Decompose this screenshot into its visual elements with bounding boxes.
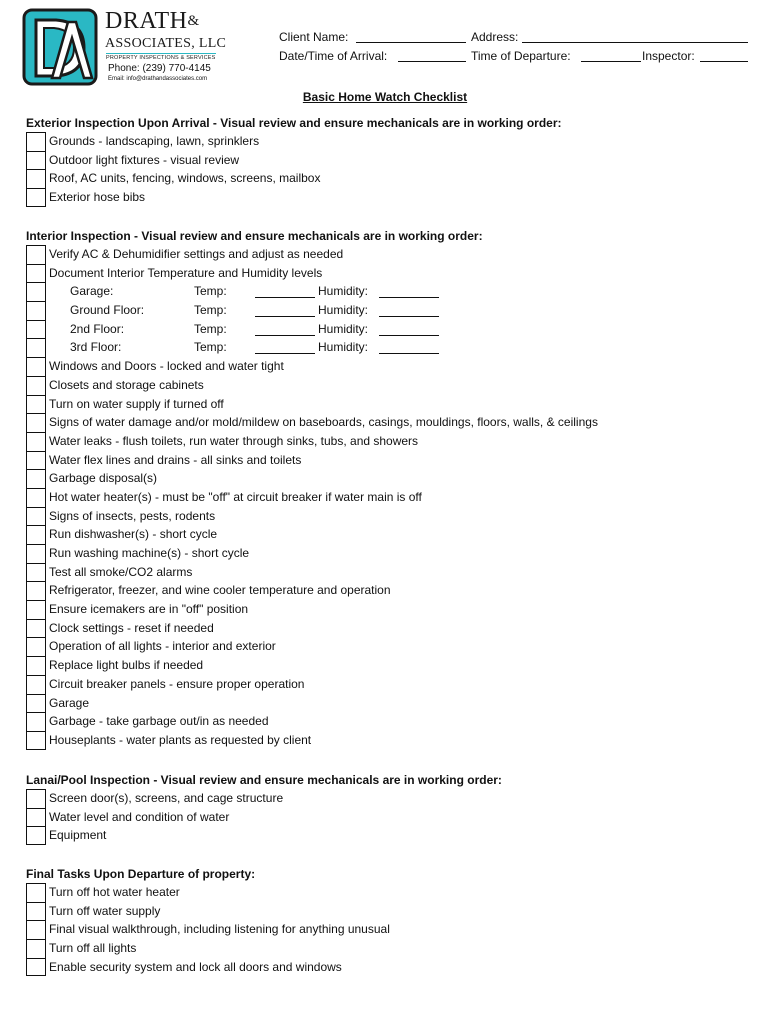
checkbox[interactable] [26,151,46,170]
checkbox[interactable] [26,544,46,563]
checklist-item-label: Ensure icemakers are in "off" position [49,602,249,617]
interior-checklist [26,245,756,750]
checklist-item [26,712,756,731]
checklist-item-label: Grounds - landscaping, lawn, sprinklers [49,134,260,148]
client-name-field[interactable] [356,42,466,43]
checkbox[interactable] [26,694,46,713]
checklist-item [26,958,756,977]
checkbox[interactable] [26,169,46,188]
temp-label: Temp: [194,303,227,318]
floor-name: 3rd Floor: [70,340,122,355]
checkbox[interactable] [26,507,46,526]
checklist-item [26,169,756,188]
checklist-item-label: Water flex lines and drains - all sinks and toilets [49,452,302,467]
checkbox[interactable] [26,488,46,507]
inspector-label: Inspector: [642,49,695,63]
checklist-item-label: Refrigerator, freezer, and wine cooler temperature and operation [49,583,391,598]
floor-reading-row [26,338,756,357]
checklist-item [26,637,756,656]
checkbox[interactable] [26,282,46,301]
checklist-item-label: Replace light bulbs if needed [49,658,204,673]
humidity-label: Humidity: [318,340,369,355]
checklist-item [26,656,756,675]
checklist-item [26,451,756,470]
exterior-section [26,114,756,207]
logo-tagline: PROPERTY INSPECTIONS & SERVICES [106,55,216,61]
final-section [26,865,756,976]
checklist-item [26,563,756,582]
temp-label: Temp: [194,340,227,355]
checkbox[interactable] [26,581,46,600]
checklist-item-label: Turn on water supply if turned off [49,396,224,411]
checkbox[interactable] [26,413,46,432]
checklist-item-label: Water level and condition of water [49,809,230,824]
checklist-item-label: Turn off water supply [49,903,161,918]
checkbox[interactable] [26,469,46,488]
checklist-item-label: Equipment [49,828,107,843]
checklist-item [26,675,756,694]
interior-section [26,227,756,750]
checkbox[interactable] [26,902,46,921]
checklist-item-label: Water leaks - flush toilets, run water through sinks, tubs, and showers [49,433,419,448]
inspector-field[interactable] [700,61,748,62]
checklist-item [26,902,756,921]
checklist-item-label: Enable security system and lock all doors and windows [49,959,342,974]
arrival-field[interactable] [398,61,466,62]
lanai-heading: Lanai/Pool Inspection - Visual review and ensure mechanicals are in working order: [26,773,502,787]
exterior-heading: Exterior Inspection Upon Arrival - Visual review and ensure mechanicals are in working order: [26,116,562,130]
humidity-field[interactable] [379,316,439,317]
checklist-item [26,789,756,808]
logo-subtitle: ASSOCIATES, LLC [105,36,227,51]
temp-field[interactable] [255,335,315,336]
checkbox[interactable] [26,808,46,827]
checklist-item-label: Garbage disposal(s) [49,471,158,486]
checklist-item-label: Turn off hot water heater [49,885,180,899]
floor-reading-row [26,301,756,320]
checkbox[interactable] [26,395,46,414]
checklist-item [26,883,756,902]
checklist-item [26,694,756,713]
checklist-item-label: Screen door(s), screens, and cage structure [49,791,284,805]
checkbox[interactable] [26,826,46,845]
checklist-item [26,469,756,488]
floor-name: Garage: [70,284,114,299]
checkbox[interactable] [26,376,46,395]
address-label: Address: [471,30,519,44]
checklist-item [26,357,756,376]
checklist-item [26,188,756,207]
checklist-item [26,264,756,283]
address-field[interactable] [522,42,748,43]
checklist-item-label: Closets and storage cabinets [49,377,204,392]
checklist-item-label: Houseplants - water plants as requested by client [49,732,312,747]
logo-phone: Phone: (239) 770-4145 [108,63,211,74]
final-checklist [26,883,756,976]
checkbox[interactable] [26,712,46,731]
checklist-item-label: Final visual walkthrough, including listening for anything unusual [49,922,390,937]
departure-label: Time of Departure: [471,49,571,63]
checklist-item-label: Signs of insects, pests, rodents [49,508,216,523]
checklist-item [26,432,756,451]
checklist-item-label: Exterior hose bibs [49,190,146,205]
interior-heading: Interior Inspection - Visual review and ensure mechanicals are in working order: [26,229,483,243]
checkbox[interactable] [26,338,46,357]
checklist-item-label: Run dishwasher(s) - short cycle [49,527,218,542]
checkbox[interactable] [26,675,46,694]
checklist-item-label: Outdoor light fixtures - visual review [49,152,240,167]
departure-field[interactable] [581,61,641,62]
checklist-item [26,132,756,151]
checklist-item-label: Test all smoke/CO2 alarms [49,564,193,579]
checkbox[interactable] [26,600,46,619]
checkbox[interactable] [26,958,46,977]
checklist-item-label: Clock settings - reset if needed [49,620,214,635]
humidity-label: Humidity: [318,303,369,318]
checkbox[interactable] [26,245,46,264]
checkbox[interactable] [26,563,46,582]
lanai-section [26,771,756,845]
checklist-item-label: Run washing machine(s) - short cycle [49,546,250,560]
floor-reading-row [26,282,756,301]
temp-label: Temp: [194,284,227,299]
checklist-item [26,619,756,638]
lanai-checklist [26,789,756,845]
floor-name: 2nd Floor: [70,321,125,336]
checklist-item [26,525,756,544]
checklist-item-label: Garage [49,695,90,710]
humidity-label: Humidity: [318,284,369,299]
humidity-field[interactable] [379,335,439,336]
checklist-item [26,376,756,395]
client-name-label: Client Name: [279,30,349,44]
checklist-item-label: Signs of water damage and/or mold/mildew on baseboards, casings, mouldings, floors, walls, & ceilings [49,415,598,430]
checkbox[interactable] [26,637,46,656]
checkbox[interactable] [26,789,46,808]
checklist-item [26,826,756,845]
checklist-item [26,245,756,264]
checkbox[interactable] [26,656,46,675]
humidity-field[interactable] [379,297,439,298]
checklist-item-label: Operation of all lights - interior and exterior [49,639,276,654]
temp-field[interactable] [255,316,315,317]
checklist-item-label: Document Interior Temperature and Humidity levels [49,265,323,280]
humidity-label: Humidity: [318,321,369,336]
checklist-item [26,413,756,432]
checklist-item [26,920,756,939]
checklist-item-label: Windows and Doors - locked and water tight [49,359,284,374]
temp-label: Temp: [194,321,227,336]
checkbox[interactable] [26,525,46,544]
logo-email: Email: info@drathandassociates.com [108,76,208,82]
checkbox[interactable] [26,883,46,902]
logo-monogram-icon [22,8,102,88]
checklist-item [26,731,756,750]
checkbox[interactable] [26,939,46,958]
checklist-item [26,395,756,414]
temp-field[interactable] [255,353,315,354]
checkbox[interactable] [26,619,46,638]
checkbox[interactable] [26,320,46,339]
checkbox[interactable] [26,920,46,939]
logo-name: DRATH& [105,8,200,34]
checklist-item-label: Circuit breaker panels - ensure proper operation [49,676,305,691]
checklist-item [26,507,756,526]
checklist-item [26,808,756,827]
checkbox[interactable] [26,731,46,750]
checkbox[interactable] [26,301,46,320]
checkbox[interactable] [26,357,46,376]
checkbox[interactable] [26,432,46,451]
checklist-item [26,544,756,563]
checklist-item-label: Hot water heater(s) - must be "off" at circuit breaker if water main is off [49,489,422,504]
page-title: Basic Home Watch Checklist [302,90,468,104]
checklist-item-label: Garbage - take garbage out/in as needed [49,714,269,729]
floor-reading-row [26,320,756,339]
final-heading: Final Tasks Upon Departure of property: [26,867,256,881]
temp-field[interactable] [255,297,315,298]
arrival-label: Date/Time of Arrival: [279,49,388,63]
checklist-item [26,581,756,600]
checkbox[interactable] [26,451,46,470]
checklist-item [26,488,756,507]
checklist-item [26,151,756,170]
checkbox[interactable] [26,264,46,283]
checklist-item-label: Verify AC & Dehumidifier settings and adjust as needed [49,247,344,261]
humidity-field[interactable] [379,353,439,354]
checklist-item [26,939,756,958]
floor-name: Ground Floor: [70,303,145,318]
checklist-item-label: Roof, AC units, fencing, windows, screens, mailbox [49,171,321,186]
checkbox[interactable] [26,188,46,207]
exterior-checklist [26,132,756,207]
checklist-item [26,600,756,619]
checklist-item-label: Turn off all lights [49,941,137,956]
company-logo [22,8,252,88]
checkbox[interactable] [26,132,46,151]
